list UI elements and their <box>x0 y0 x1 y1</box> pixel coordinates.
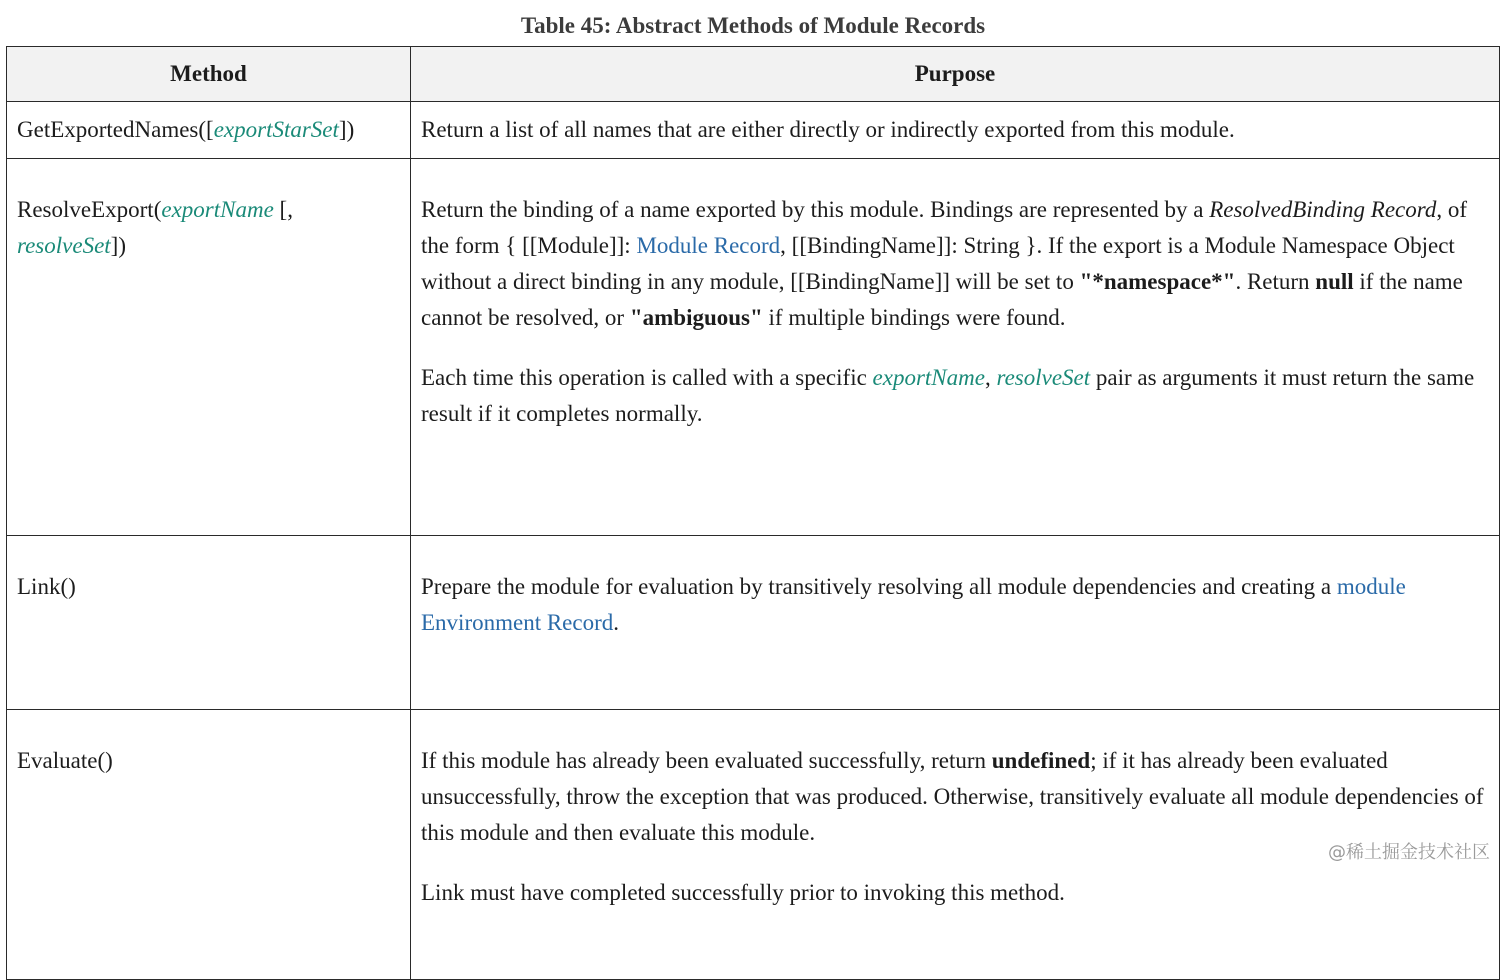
purpose-text: if multiple bindings were found. <box>762 305 1066 330</box>
method-name: Link() <box>17 574 76 599</box>
table-row <box>7 102 1500 159</box>
purpose-cell-getexportednames <box>411 102 1500 159</box>
method-close: ]) <box>338 117 355 142</box>
module-record-link[interactable]: Module Record <box>636 233 781 258</box>
purpose-text: Prepare the module for evaluation by transitively resolving all module dependencies and creating a <box>421 574 1337 599</box>
purpose-paragraph <box>421 875 1489 911</box>
purpose-text: . <box>613 610 620 635</box>
method-optional-bracket: [, <box>273 197 293 222</box>
purpose-paragraph <box>421 360 1489 432</box>
purpose-paragraph <box>421 743 1489 851</box>
purpose-text: Link must have completed successfully prior to invoking this method. <box>421 880 1065 905</box>
module-environment-record-link[interactable]: module Environment Record <box>421 574 1406 635</box>
purpose-text: Return a list of all names that are either directly or indirectly exported from this module. <box>421 117 1235 142</box>
module-methods-table <box>6 46 1500 980</box>
method-cell-evaluate <box>7 710 411 980</box>
purpose-text: , of the form { [[Module]]: <box>421 197 1468 258</box>
method-close: ]) <box>110 233 126 258</box>
param-resolveset[interactable]: resolveSet <box>17 233 111 258</box>
namespace-literal: "*namespace*" <box>1079 269 1236 294</box>
null-literal: null <box>1315 269 1354 294</box>
table-row <box>7 536 1500 710</box>
header-method: Method <box>7 47 411 102</box>
purpose-cell-link <box>411 536 1500 710</box>
purpose-paragraph <box>421 192 1489 336</box>
table-row <box>7 159 1500 536</box>
purpose-text: if the name cannot be resolved, or <box>421 269 1463 330</box>
method-cell-resolveexport <box>7 159 411 536</box>
purpose-cell-resolveexport <box>411 159 1500 536</box>
watermark: @稀土掘金技术社区 <box>1328 842 1490 863</box>
table-row <box>7 710 1500 980</box>
var-exportname[interactable]: exportName <box>872 365 985 390</box>
header-purpose: Purpose <box>411 47 1500 102</box>
ambiguous-literal: "ambiguous" <box>629 305 763 330</box>
purpose-text: ; if it has already been evaluated unsuccessfully, throw the exception that was produced. Otherwise, transitively evaluate all module dependencies of this module and then evaluate this module. <box>421 748 1484 845</box>
method-cell-getexportednames <box>7 102 411 159</box>
undefined-literal: undefined <box>991 748 1091 773</box>
method-name: Evaluate() <box>17 748 113 773</box>
param-exportstarset[interactable]: exportStarSet <box>213 117 339 142</box>
purpose-text: If this module has already been evaluated successfully, return <box>421 748 992 773</box>
purpose-text: , [[BindingName]]: String }. If the export is a Module Namespace Object without a direct binding in any module, [[BindingName]] will be set to <box>421 233 1455 294</box>
method-cell-link <box>7 536 411 710</box>
table-header-row <box>7 47 1500 102</box>
purpose-text: Each time this operation is called with a specific <box>421 365 873 390</box>
method-name: GetExportedNames([ <box>17 117 214 142</box>
var-resolveset[interactable]: resolveSet <box>996 365 1091 390</box>
purpose-text: pair as arguments it must return the same result if it completes normally. <box>421 365 1475 426</box>
method-name: ResolveExport( <box>17 197 162 222</box>
purpose-text: , <box>984 365 997 390</box>
purpose-text: . Return <box>1235 269 1316 294</box>
param-exportname[interactable]: exportName <box>161 197 274 222</box>
purpose-paragraph <box>421 569 1489 641</box>
resolvedbinding-record-term: ResolvedBinding Record <box>1209 197 1437 222</box>
purpose-text: Return the binding of a name exported by this module. Bindings are represented by a <box>421 197 1210 222</box>
table-caption: Table 45: Abstract Methods of Module Records <box>520 13 986 38</box>
